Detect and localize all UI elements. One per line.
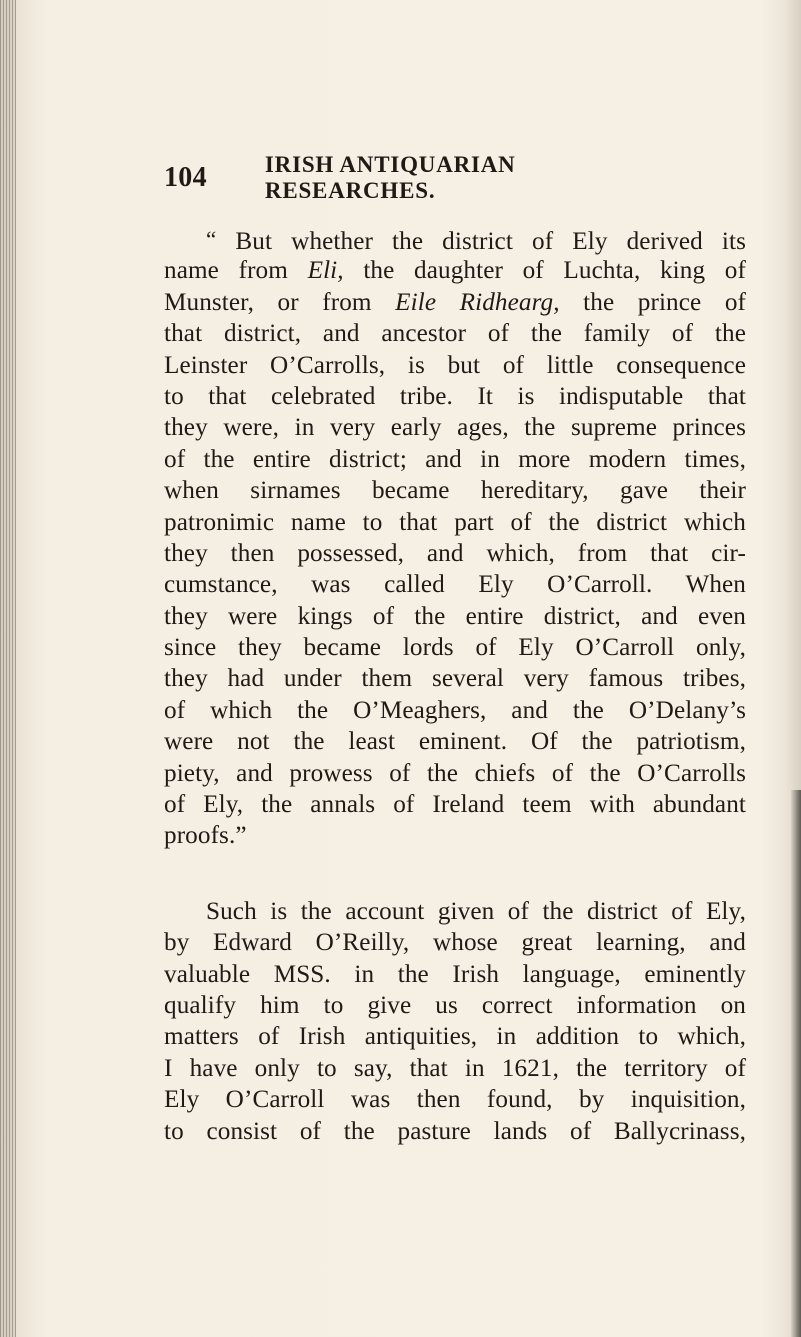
text-line: proofs.” [164, 822, 247, 850]
text-line: matters of Irish antiquities, in addition to which, [164, 1023, 746, 1051]
text-line: they were, in very early ages, the supreme princes [164, 414, 746, 442]
text-line: valuable MSS. in the Irish language, eminently [164, 960, 746, 988]
text-line: Ely O’Carroll was then found, by inquisition, [164, 1086, 746, 1114]
book-spine-shadow [0, 0, 16, 1337]
running-title: IRISH ANTIQUARIAN RESEARCHES. [264, 152, 516, 203]
paragraph-gap [164, 852, 746, 896]
text-line: Such is the account given of the district of Ely, [206, 897, 746, 925]
page-body [164, 224, 746, 1147]
text-line: of the entire district; and in more modern times, [164, 445, 746, 473]
text-line: cumstance, was called Ely O’Carroll. When [164, 571, 746, 599]
paragraph-1 [164, 224, 746, 852]
opening-quote-mark: “ [206, 227, 217, 252]
text-line: of which the O’Meaghers, and the O’Delany’s [164, 696, 746, 724]
text-line: since they became lords of Ely O’Carroll only, [164, 634, 746, 662]
italic-name-eile-ridhearg: Eile Ridhearg, [395, 288, 560, 316]
text-line: were not the least eminent. Of the patriotism, [164, 728, 746, 756]
text-line: Leinster O’Carrolls, is but of little consequence [164, 351, 746, 379]
text-line: name from Eli, the daughter of Luchta, king of [164, 257, 746, 285]
text-line: when sirnames became hereditary, gave their [164, 477, 746, 505]
text-line: to that celebrated tribe. It is indisputable that [164, 382, 746, 410]
text-line: “ But whether the district of Ely derived its [206, 227, 747, 255]
text-line: they then possessed, and which, from that cir- [164, 539, 746, 567]
page-header [164, 152, 684, 203]
text-line: piety, and prowess of the chiefs of the O’Carrolls [164, 759, 746, 787]
text-line: of Ely, the annals of Ireland teem with abundant [164, 791, 746, 819]
text-line: by Edward O’Reilly, whose great learning, and [164, 929, 746, 957]
paragraph-2 [164, 896, 746, 1147]
text-line: Munster, or from Eile Ridhearg, the prince of [164, 288, 746, 316]
text-line: they were kings of the entire district, and even [164, 602, 746, 630]
text-line: qualify him to give us correct information on [164, 991, 746, 1019]
text-line: I have only to say, that in 1621, the territory of [164, 1054, 746, 1082]
text-line: patronimic name to that part of the district which [164, 508, 746, 536]
page-number: 104 [164, 162, 207, 193]
text-line: that district, and ancestor of the family of the [164, 320, 746, 348]
text-line: they had under them several very famous tribes, [164, 665, 746, 693]
italic-name-eli: Eli, [307, 257, 344, 285]
text-line: to consist of the pasture lands of Ballycrinass, [164, 1117, 746, 1145]
page-edge-shadow [791, 790, 801, 1337]
